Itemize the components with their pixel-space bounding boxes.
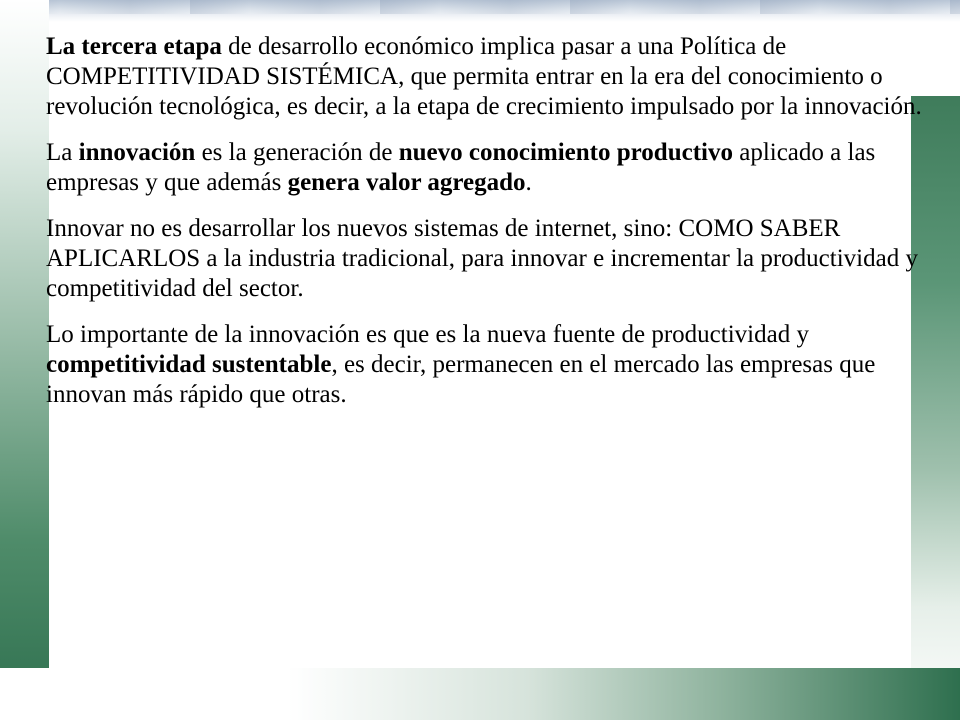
bold-text: innovación	[78, 139, 196, 166]
body-text: Innovar no es desarrollar los nuevos sistemas de internet, sino: COMO SABER APLICARLOS a la industria tradicional, para innovar e incrementar la productividad y competitividad del sector.	[46, 215, 918, 302]
bold-text: competitividad sustentable	[46, 351, 332, 378]
bottom-decorative-bar	[0, 668, 960, 720]
body-text: es la generación de	[195, 139, 399, 166]
body-text: .	[525, 169, 532, 196]
body-text: , es decir, permanecen en el mercado las empresas que innovan más rápido que otras.	[46, 351, 876, 408]
top-decorative-band	[0, 0, 960, 22]
paragraph-innovacion	[46, 138, 936, 198]
paragraph-lo-importante	[46, 320, 936, 410]
bold-text: La tercera etapa	[46, 33, 222, 60]
body-text: La	[46, 139, 79, 166]
body-text: de desarrollo económico implica pasar a una Política de COMPETITIVIDAD SISTÉMICA, que permita entrar en la era del conocimiento o revolución tecnológica, es decir, a la etapa de crecimiento impulsado por la innovación.	[46, 33, 922, 120]
paragraph-tercera-etapa	[46, 32, 936, 122]
body-text: aplicado a las empresas y que además	[46, 139, 876, 196]
bold-text: genera valor agregado	[287, 169, 526, 196]
paragraph-innovar	[46, 214, 936, 304]
slide-body	[46, 32, 936, 426]
body-text: Lo importante de la innovación es que es la nueva fuente de productividad y	[46, 321, 809, 348]
bold-text: nuevo conocimiento productivo	[398, 139, 733, 166]
left-decorative-bar	[0, 0, 49, 720]
